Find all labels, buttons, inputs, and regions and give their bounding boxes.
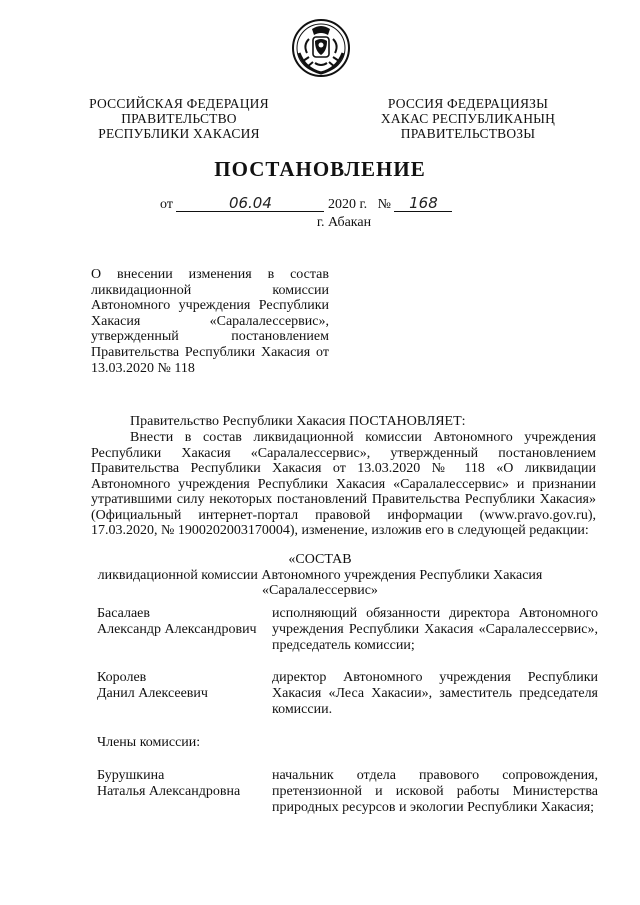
composition-title xyxy=(0,552,640,599)
handwritten-number: 168 xyxy=(394,196,452,212)
number-sign: № xyxy=(377,197,391,212)
member-role: директор Автономного учреждения Республики Хакасия «Леса Хакасии», заместитель председателя комиссии. xyxy=(272,670,598,717)
date-year: 2020 г. xyxy=(327,197,368,212)
member-role: начальник отдела правового сопровождения, претензионной и исковой работы Министерства природных ресурсов и экологии Республики Хакасия; xyxy=(272,768,598,815)
main-paragraph: Внести в состав ликвидационной комиссии Автономного учреждения Республики Хакасия «Саралалессервис», утвержденный постановлением Правительства Республики Хакасия от 13.03.2020 № 118 «О ликвидации Автономного учреждения Республики Хакасия «Саралалессервис» и признании утратившими силу некоторых постановлений Правительства Республики Хакасия» (Официальный интернет-портал правовой информации (www.pravo.gov.ru), 17.03.2020, № 1900202003170004), изменение, изложив его в следующей редакции: xyxy=(91,430,596,538)
member-role: исполняющий обязанности директора Автономного учреждения Республики Хакасия «Саралалессервис», председатель комиссии; xyxy=(272,606,598,653)
header-right-block xyxy=(380,96,556,141)
header-right-line: РОССИЯ ФЕДЕРАЦИЯЗЫ xyxy=(387,96,549,111)
member-given-names: Александр Александрович xyxy=(97,621,257,637)
header-left-line: РЕСПУБЛИКИ ХАКАСИЯ xyxy=(98,126,260,141)
member-given-names: Данил Алексеевич xyxy=(97,685,208,701)
coat-of-arms-emblem xyxy=(291,17,351,79)
members-label: Члены комиссии: xyxy=(97,735,201,750)
member-name-block xyxy=(97,670,208,702)
member-name-block xyxy=(97,768,240,800)
member-name-block xyxy=(97,606,257,638)
handwritten-date: 06.04 xyxy=(176,196,324,212)
member-given-names: Наталья Александровна xyxy=(97,783,241,799)
date-prefix: от xyxy=(160,197,173,212)
date-number-line xyxy=(160,196,490,213)
document-subject: О внесении изменения в состав ликвидационной комиссии Автономного учреждения Республики Хакасия «Саралалессервис», утвержденный постановлением Правительства Республики Хакасия от 13.03.2020 № 118 xyxy=(91,267,329,376)
member-surname: Королев xyxy=(97,670,147,685)
header-left-line: РОССИЙСКАЯ ФЕДЕРАЦИЯ xyxy=(89,96,269,111)
composition-title-line: ликвидационной комиссии Автономного учреждения Республики Хакасия xyxy=(97,567,543,583)
header-right-line: ПРАВИТЕЛЬСТВОЗЫ xyxy=(400,126,536,141)
city-line xyxy=(0,215,640,231)
header-right-line: ХАКАС РЕСПУБЛИКАНЫҢ xyxy=(380,111,556,126)
composition-title-line: «СОСТАВ xyxy=(288,552,352,567)
document-title: ПОСТАНОВЛЕНИЕ xyxy=(214,157,426,181)
header-left-block xyxy=(88,96,270,141)
header-left-line: ПРАВИТЕЛЬСТВО xyxy=(121,111,237,126)
city: г. Абакан xyxy=(316,215,372,230)
member-surname: Бурушкина xyxy=(97,768,165,783)
intro-line: Правительство Республики Хакасия ПОСТАНОВЛЯЕТ: xyxy=(130,414,466,429)
composition-title-line: «Саралалессервис» xyxy=(262,583,378,598)
member-surname: Басалаев xyxy=(97,606,150,621)
